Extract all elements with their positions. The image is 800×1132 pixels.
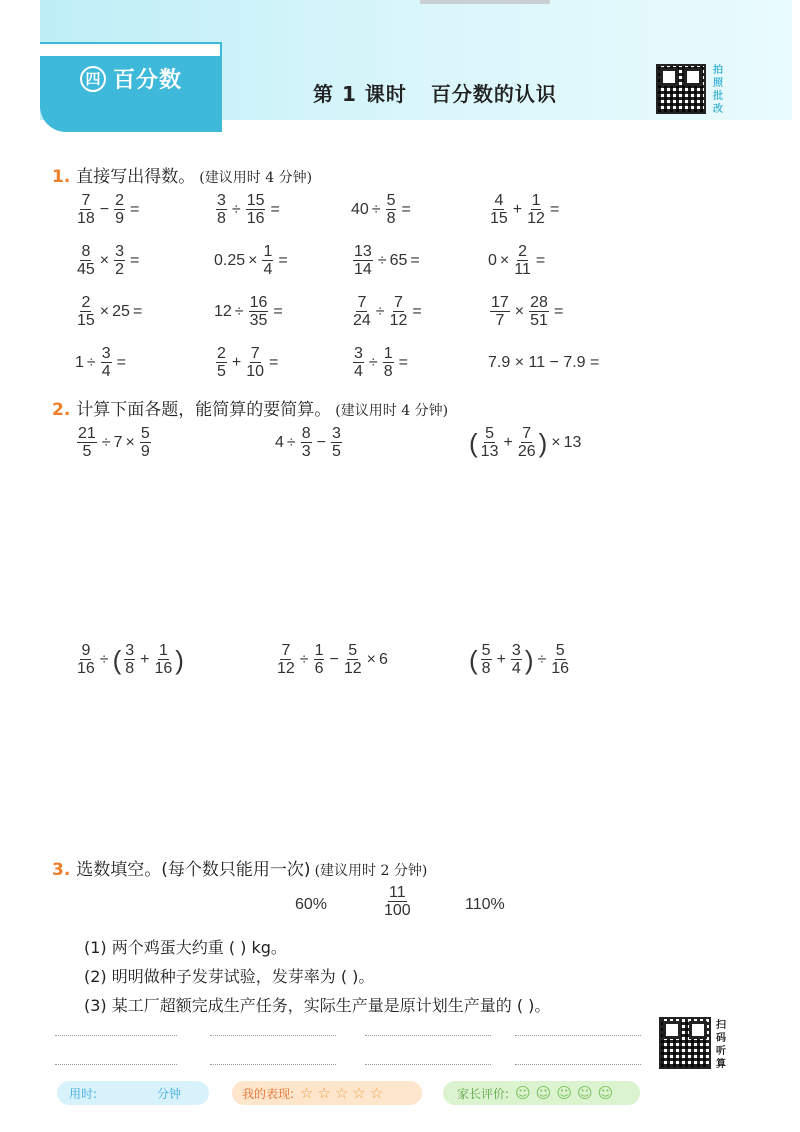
scratch-line <box>515 1064 641 1065</box>
q3-heading <box>52 855 427 880</box>
q3-title: 选数填空。(每个数只能用一次) <box>76 860 311 880</box>
time-label: 用时: <box>69 1086 98 1101</box>
star-icon[interactable]: ☆☆☆☆☆ <box>300 1084 388 1102</box>
scratch-line <box>365 1035 491 1036</box>
time-unit: 分钟 <box>157 1086 182 1101</box>
q1-item-1: $\frac{7}{18}$ − $\frac{2}{9}$ = <box>77 192 140 227</box>
parent-rating <box>443 1081 640 1105</box>
qr-code-icon[interactable] <box>656 64 706 114</box>
lesson-name: 百分数的认识 <box>430 82 557 106</box>
q2-hint: (建议用时 4 分钟) <box>335 403 449 419</box>
q3-hint: (建议用时 2 分钟) <box>314 863 428 879</box>
q2-expr-6: ( $\frac{5}{8}$ + $\frac{3}{4}$ ) ÷ $\frac{5}{16}$ <box>469 642 570 677</box>
q2-expr-5: $\frac{7}{12}$ ÷ $\frac{1}{6}$ − $\frac{5}{12}$ × 6 <box>277 642 388 677</box>
lesson-label: 第 1 课时 <box>313 82 407 106</box>
smiley-icon[interactable]: ☺☺☺☺☺ <box>515 1084 619 1102</box>
unit-tab-strip <box>12 44 220 56</box>
qr-code-icon[interactable] <box>659 1017 711 1069</box>
scratch-line <box>365 1064 491 1065</box>
choice-110-percent: 110% <box>465 896 505 913</box>
scratch-line <box>55 1064 177 1065</box>
unit-title: 百分数 <box>113 68 183 93</box>
q1-item-15: $\frac{3}{4}$ ÷ $\frac{1}{8}$ = <box>354 345 408 380</box>
q1-item-12: $\frac{17}{7}$ × $\frac{28}{51}$ = <box>491 294 564 329</box>
parent-label: 家长评价: <box>457 1086 510 1101</box>
performance-label: 我的表现: <box>242 1086 295 1101</box>
q2-expr-3: ( $\frac{5}{13}$ + $\frac{7}{26}$ ) × 13 <box>469 425 582 460</box>
q1-hint: (建议用时 4 分钟) <box>199 170 313 186</box>
q3-number: 3. <box>52 860 71 880</box>
scratch-line <box>515 1035 641 1036</box>
q1-number: 1. <box>52 167 71 187</box>
q2-title: 计算下面各题，能简算的要简算。 <box>76 400 332 420</box>
q1-item-2: $\frac{3}{8}$ ÷ $\frac{15}{16}$ = <box>217 192 280 227</box>
q2-expr-4: $\frac{9}{16}$ ÷ ( $\frac{3}{8}$ + $\frac{1}{16}$ ) <box>77 642 184 677</box>
q1-item-13: 1 ÷ $\frac{3}{4}$ = <box>75 345 126 380</box>
q2-number: 2. <box>52 400 71 420</box>
q1-item-3: 40 ÷ $\frac{5}{8}$ = <box>351 192 411 227</box>
q1-item-16: 7.9 × 11 − 7.9 = <box>488 354 600 371</box>
q1-item-4: $\frac{4}{15}$ + $\frac{1}{12}$ = <box>490 192 560 227</box>
q3-item-1: (1) 两个鸡蛋大约重 ( ) kg。 <box>84 938 287 957</box>
q1-item-6: 0.25 × $\frac{1}{4}$ = <box>214 243 288 278</box>
scratch-line <box>55 1035 177 1036</box>
q2-heading <box>52 395 448 420</box>
q2-expr-2: 4 ÷ $\frac{8}{3}$ − $\frac{3}{5}$ <box>275 425 341 460</box>
q1-item-11: $\frac{7}{24}$ ÷ $\frac{7}{12}$ = <box>353 294 422 329</box>
performance-rating <box>232 1081 422 1105</box>
scratch-line <box>210 1064 336 1065</box>
q1-item-7: $\frac{13}{14}$ ÷ 65 = <box>354 243 420 278</box>
choice-60-percent: 60% <box>295 896 328 913</box>
qr-label-top: 拍照批改 <box>713 65 723 115</box>
q1-item-8: 0 × $\frac{2}{11}$ = <box>488 243 546 278</box>
q3-item-2: (2) 明明做种子发芽试验，发芽率为 ( )。 <box>84 967 375 986</box>
q1-heading <box>52 162 312 187</box>
q1-item-10: 12 ÷ $\frac{16}{35}$ = <box>214 294 283 329</box>
q3-item-3: (3) 某工厂超额完成生产任务，实际生产量是原计划生产量的 ( )。 <box>84 996 551 1015</box>
q1-item-5: $\frac{8}{45}$ × $\frac{3}{2}$ = <box>77 243 140 278</box>
q1-item-14: $\frac{2}{5}$ + $\frac{7}{10}$ = <box>217 345 279 380</box>
time-field[interactable] <box>57 1081 209 1105</box>
q2-expr-1: $\frac{21}{5}$ ÷ 7 × $\frac{5}{9}$ <box>78 425 150 460</box>
qr-label-bottom: 扫码听算 <box>716 1020 726 1070</box>
q1-item-9: $\frac{2}{15}$ × 25 = <box>77 294 143 329</box>
lesson-title <box>313 78 557 107</box>
top-divider <box>420 0 550 4</box>
q1-title: 直接写出得数。 <box>76 167 196 187</box>
choice-fraction: $\frac{11}{100}$ <box>384 884 411 919</box>
scratch-line <box>210 1035 336 1036</box>
unit-number: 四 <box>80 66 106 92</box>
